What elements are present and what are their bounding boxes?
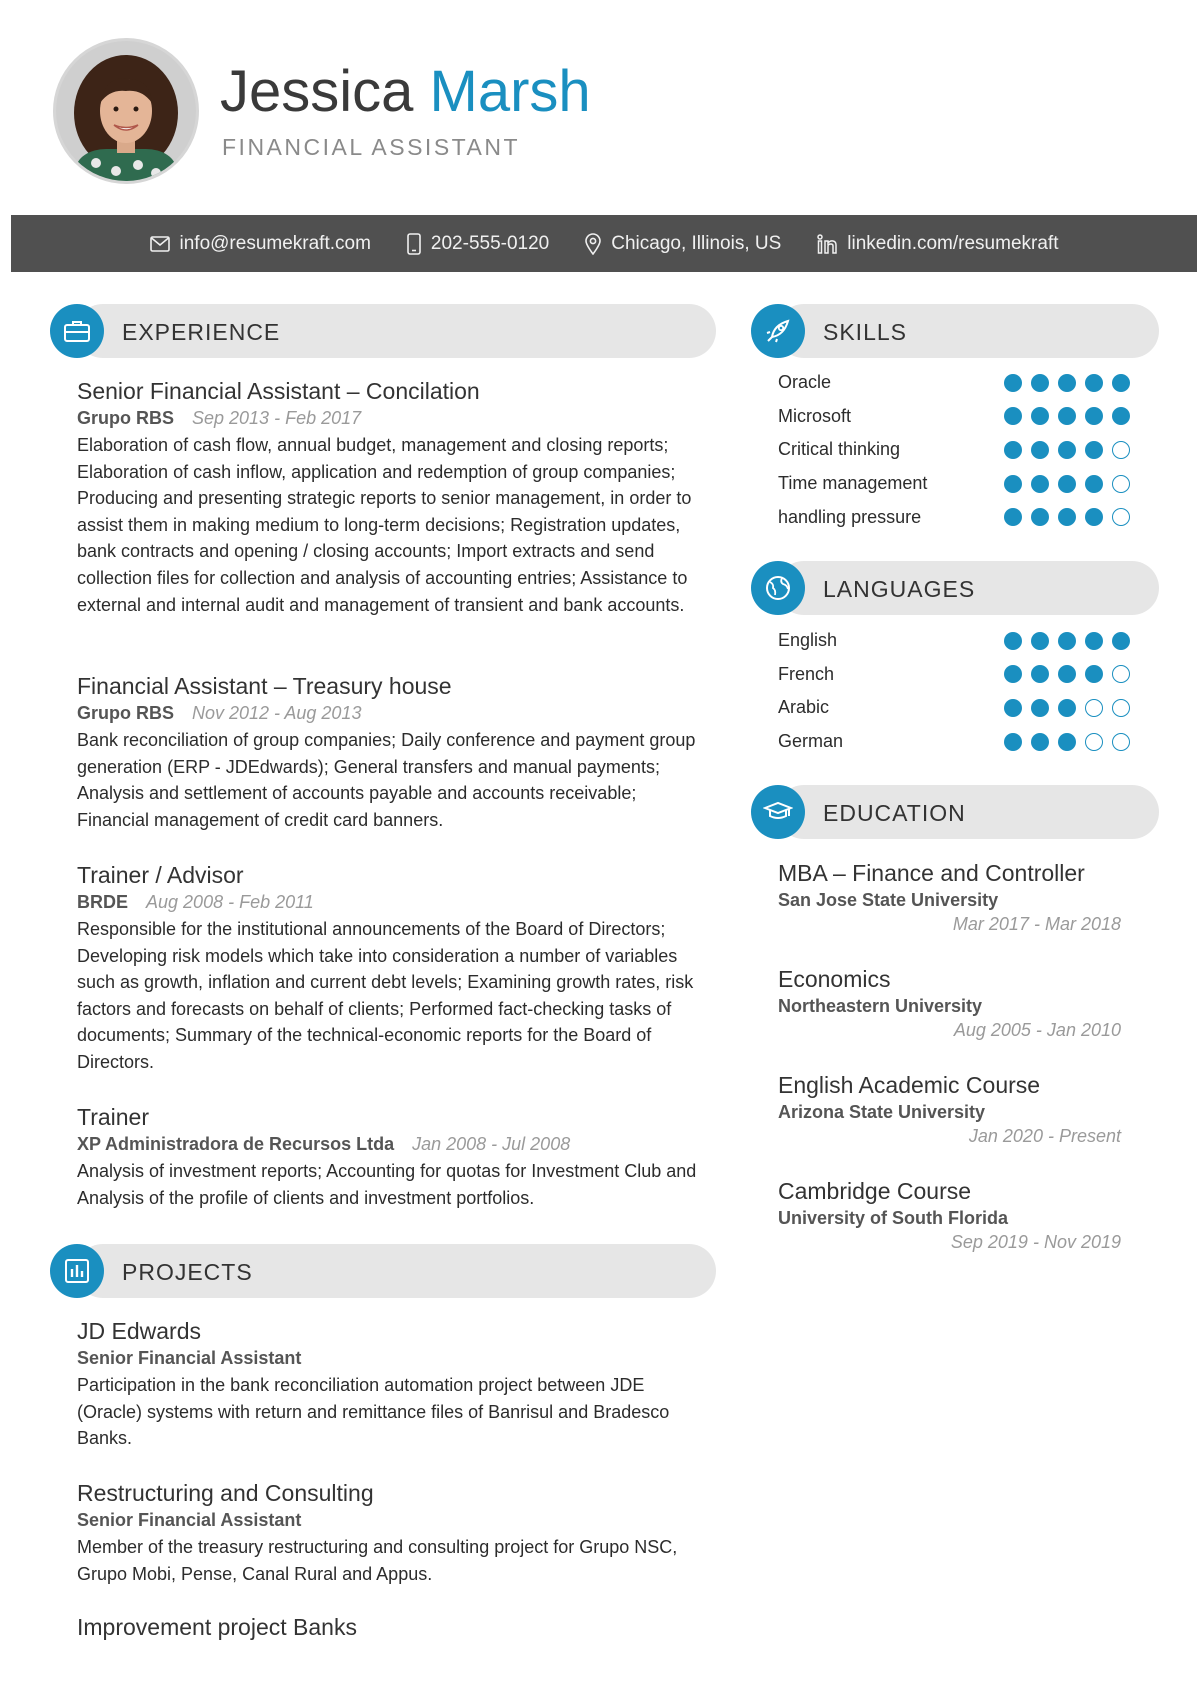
skill-name: Critical thinking bbox=[778, 439, 901, 460]
project-title: Restructuring and Consulting bbox=[77, 1480, 374, 1506]
bar-chart-icon bbox=[64, 1258, 90, 1284]
language-rating bbox=[1004, 699, 1130, 717]
contact-linkedin[interactable] bbox=[817, 233, 1058, 255]
skill-rating bbox=[1004, 475, 1130, 493]
skill-dot-filled bbox=[1112, 374, 1130, 392]
education-header bbox=[751, 785, 1159, 839]
education-entry bbox=[778, 964, 1121, 1042]
skills-list bbox=[778, 366, 1133, 534]
skill-dot-filled bbox=[1004, 508, 1022, 526]
experience-header bbox=[50, 304, 716, 358]
skill-dot-filled bbox=[1058, 407, 1076, 425]
language-dot-empty bbox=[1085, 699, 1103, 717]
skill-dot-filled bbox=[1031, 508, 1049, 526]
language-dot-filled bbox=[1031, 632, 1049, 650]
map-pin-icon bbox=[585, 233, 601, 255]
project-entry bbox=[77, 1612, 702, 1642]
language-rating bbox=[1004, 632, 1130, 650]
education-entry bbox=[778, 858, 1121, 936]
education-dates: Aug 2005 - Jan 2010 bbox=[953, 1020, 1121, 1040]
language-row bbox=[778, 725, 1133, 759]
language-dot-filled bbox=[1031, 665, 1049, 683]
skill-row bbox=[778, 433, 1133, 467]
skill-dot-filled bbox=[1085, 374, 1103, 392]
skill-dot-filled bbox=[1058, 374, 1076, 392]
skill-dot-filled bbox=[1058, 475, 1076, 493]
education-school: University of South Florida bbox=[778, 1208, 1009, 1228]
experience-entry bbox=[77, 860, 702, 1076]
experience-dates: Aug 2008 - Feb 2011 bbox=[146, 892, 314, 912]
language-name: English bbox=[778, 630, 838, 651]
skill-dot-filled bbox=[1031, 374, 1049, 392]
experience-description: Analysis of investment reports; Accounting for quotas for Investment Club and Analysis of the profile of clients and investment portfolios. bbox=[77, 1161, 697, 1208]
rocket-icon bbox=[764, 317, 792, 345]
education-degree: MBA – Finance and Controller bbox=[778, 860, 1085, 886]
skill-dot-filled bbox=[1004, 374, 1022, 392]
language-dot-filled bbox=[1058, 733, 1076, 751]
project-title: JD Edwards bbox=[77, 1318, 201, 1344]
project-role: Senior Financial Assistant bbox=[77, 1510, 302, 1530]
skill-dot-empty bbox=[1112, 508, 1130, 526]
language-dot-filled bbox=[1085, 632, 1103, 650]
profile-photo bbox=[53, 38, 199, 184]
skill-dot-filled bbox=[1004, 407, 1022, 425]
project-role: Senior Financial Assistant bbox=[77, 1348, 302, 1368]
phone-icon bbox=[407, 233, 421, 255]
project-description: Participation in the bank reconciliation automation project between JDE (Oracle) systems with return and remittance files of Banrisul and Bradesco Banks. bbox=[77, 1375, 670, 1449]
languages-heading: LANGUAGES bbox=[823, 576, 976, 602]
skill-dot-filled bbox=[1058, 441, 1076, 459]
skill-dot-filled bbox=[1031, 407, 1049, 425]
skill-dot-filled bbox=[1031, 475, 1049, 493]
skill-row bbox=[778, 500, 1133, 534]
language-dot-filled bbox=[1004, 632, 1022, 650]
skill-dot-filled bbox=[1004, 475, 1022, 493]
education-school: San Jose State University bbox=[778, 890, 999, 910]
skill-rating bbox=[1004, 407, 1130, 425]
language-name: German bbox=[778, 731, 844, 752]
language-dot-filled bbox=[1031, 699, 1049, 717]
education-degree: Economics bbox=[778, 966, 891, 992]
skill-dot-filled bbox=[1004, 441, 1022, 459]
skill-dot-filled bbox=[1085, 407, 1103, 425]
contact-bar bbox=[11, 215, 1197, 272]
skill-rating bbox=[1004, 374, 1130, 392]
projects-header bbox=[50, 1244, 716, 1298]
language-dot-filled bbox=[1112, 632, 1130, 650]
skill-row bbox=[778, 467, 1133, 501]
envelope-icon bbox=[150, 236, 170, 252]
skill-dot-filled bbox=[1085, 441, 1103, 459]
project-title: Improvement project Banks bbox=[77, 1614, 357, 1640]
language-dot-filled bbox=[1004, 699, 1022, 717]
languages-list bbox=[778, 624, 1133, 758]
last-name: Marsh bbox=[429, 59, 591, 124]
skill-name: Time management bbox=[778, 473, 928, 494]
project-entry bbox=[77, 1316, 702, 1452]
projects-heading: PROJECTS bbox=[122, 1259, 253, 1285]
experience-description: Bank reconciliation of group companies; Daily conference and payment group generation (ERP - JDEdwards); General transfers and manual payments; Analysis and settlement of accounts payable and accounts receivable; Financial management of credit card banners. bbox=[77, 730, 696, 830]
globe-icon bbox=[764, 574, 792, 602]
education-degree: English Academic Course bbox=[778, 1072, 1041, 1098]
briefcase-icon bbox=[63, 319, 91, 343]
location-text: Chicago, Illinois, US bbox=[611, 232, 782, 254]
experience-title: Trainer / Advisor bbox=[77, 862, 244, 888]
email-text: info@resumekraft.com bbox=[179, 232, 371, 254]
skill-dot-filled bbox=[1031, 441, 1049, 459]
skills-heading: SKILLS bbox=[823, 319, 907, 345]
education-entry bbox=[778, 1176, 1121, 1254]
education-school: Northeastern University bbox=[778, 996, 983, 1016]
language-rating bbox=[1004, 733, 1130, 751]
experience-entry bbox=[77, 671, 702, 833]
experience-dates: Jan 2008 - Jul 2008 bbox=[412, 1134, 571, 1154]
skill-name: Oracle bbox=[778, 372, 832, 393]
experience-description: Responsible for the institutional announcements of the Board of Directors; Developing risk models which take into consideration a number of variables such as growth, inflation and current debt levels; Examining growth rates, risk factors and forecasts on behalf of clients; Performed fact-checking tasks of documents; Summary of the technical-economic reports for the Board of Directors. bbox=[77, 919, 694, 1072]
experience-company: Grupo RBS bbox=[77, 408, 174, 428]
job-title: FINANCIAL ASSISTANT bbox=[222, 134, 520, 160]
skill-dot-filled bbox=[1085, 508, 1103, 526]
experience-title: Financial Assistant – Treasury house bbox=[77, 673, 452, 699]
language-dot-filled bbox=[1058, 632, 1076, 650]
experience-title: Senior Financial Assistant – Concilation bbox=[77, 378, 480, 404]
language-rating bbox=[1004, 665, 1130, 683]
education-entry bbox=[778, 1070, 1121, 1148]
language-row bbox=[778, 658, 1133, 692]
skill-row bbox=[778, 366, 1133, 400]
experience-company: Grupo RBS bbox=[77, 703, 174, 723]
language-dot-empty bbox=[1112, 733, 1130, 751]
language-name: French bbox=[778, 663, 835, 684]
first-name: Jessica bbox=[220, 59, 414, 124]
skill-name: Microsoft bbox=[778, 405, 852, 426]
education-dates: Jan 2020 - Present bbox=[968, 1126, 1121, 1146]
experience-entry bbox=[77, 1102, 702, 1211]
contact-location bbox=[585, 233, 781, 255]
language-dot-filled bbox=[1085, 665, 1103, 683]
education-degree: Cambridge Course bbox=[778, 1178, 972, 1204]
skills-header bbox=[751, 304, 1159, 358]
language-name: Arabic bbox=[778, 697, 830, 718]
skill-dot-empty bbox=[1112, 475, 1130, 493]
language-dot-empty bbox=[1085, 733, 1103, 751]
skill-dot-filled bbox=[1085, 475, 1103, 493]
experience-dates: Sep 2013 - Feb 2017 bbox=[192, 408, 362, 428]
skill-name: handling pressure bbox=[778, 506, 922, 527]
experience-dates: Nov 2012 - Aug 2013 bbox=[192, 703, 362, 723]
skill-dot-empty bbox=[1112, 441, 1130, 459]
experience-description: Elaboration of cash flow, annual budget, management and closing reports; Elaboration of cash inflow, application and redemption of group companies; Producing and presenting strategic reports to senior management, in order to assist them in making medium to long-term decisions; Registration updates, bank contracts and opening / closing accounts; Import extracts and send collection files for collection and analysis of accounting entries; Assistance to external and internal audit and management of transient and bank accounts. bbox=[77, 435, 692, 615]
graduation-cap-icon bbox=[763, 800, 793, 824]
language-dot-empty bbox=[1112, 699, 1130, 717]
contact-phone[interactable] bbox=[407, 233, 549, 255]
project-description: Member of the treasury restructuring and consulting project for Grupo NSC, Grupo Mobi, Pense, Canal Rural and Appus. bbox=[77, 1537, 678, 1584]
education-dates: Sep 2019 - Nov 2019 bbox=[950, 1232, 1121, 1252]
skill-dot-filled bbox=[1112, 407, 1130, 425]
language-dot-filled bbox=[1031, 733, 1049, 751]
project-entry bbox=[77, 1478, 702, 1587]
education-heading: EDUCATION bbox=[823, 800, 966, 826]
experience-title: Trainer bbox=[77, 1104, 149, 1130]
language-dot-filled bbox=[1058, 665, 1076, 683]
skill-rating bbox=[1004, 441, 1130, 459]
skill-rating bbox=[1004, 508, 1130, 526]
language-row bbox=[778, 624, 1133, 658]
education-school: Arizona State University bbox=[778, 1102, 986, 1122]
experience-company: XP Administradora de Recursos Ltda bbox=[77, 1134, 395, 1154]
experience-entry bbox=[77, 376, 702, 618]
skill-dot-filled bbox=[1058, 508, 1076, 526]
languages-header bbox=[751, 561, 1159, 615]
language-row bbox=[778, 691, 1133, 725]
language-dot-filled bbox=[1004, 733, 1022, 751]
experience-company: BRDE bbox=[77, 892, 129, 912]
linkedin-text: linkedin.com/resumekraft bbox=[847, 232, 1059, 254]
language-dot-empty bbox=[1112, 665, 1130, 683]
contact-email[interactable] bbox=[150, 233, 371, 255]
skill-row bbox=[778, 400, 1133, 434]
language-dot-filled bbox=[1058, 699, 1076, 717]
experience-heading: EXPERIENCE bbox=[122, 319, 281, 345]
candidate-name bbox=[220, 60, 591, 124]
phone-text: 202-555-0120 bbox=[430, 232, 550, 254]
linkedin-icon bbox=[817, 234, 837, 254]
language-dot-filled bbox=[1004, 665, 1022, 683]
education-dates: Mar 2017 - Mar 2018 bbox=[952, 914, 1121, 934]
